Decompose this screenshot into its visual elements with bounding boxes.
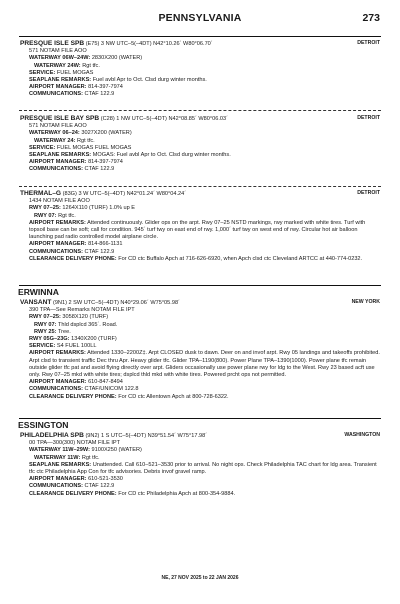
waterway-sub-value: Rgt tfc. <box>82 62 100 69</box>
elevation: 1434 NOTAM FILE AOO <box>29 198 90 205</box>
airport-manager-value: 610-521-3530 <box>88 476 123 483</box>
waterway-label: WATERWAY 06W–24W: <box>29 55 91 62</box>
airport-info: (83G) 3 W UTC–5(–4DT) N42°01.24´ W80°04.24´ <box>62 191 187 197</box>
clearance-delivery-value: For CD ctc Buffalo Apch at 716-626-6920, when Apch clsd ctc Cleveland ARTCC at 440-774-0232. <box>118 255 363 262</box>
airport-entry-presque-isle-spb <box>20 40 380 99</box>
runway-value: 1264X110 (TURF) 1.0% up E <box>62 205 136 212</box>
waterway-sub-value: Rgt tfc. <box>77 137 95 144</box>
communications-label: COMMUNICATIONS: <box>29 386 83 393</box>
seaplane-remarks-label: SEAPLANE REMARKS: <box>29 461 92 468</box>
seaplane-remarks <box>20 462 380 476</box>
waterway-sub-value: Rgt tfc. <box>81 454 100 461</box>
airport-remarks-label: AIRPORT REMARKS: <box>29 219 86 226</box>
clearance-delivery <box>20 491 380 498</box>
runway-value: 3058X120 (TURF) <box>62 314 109 321</box>
service-label: SERVICE: <box>29 69 56 76</box>
airport-entry-vansant <box>20 299 380 401</box>
communications-value: CTAF 122.9 <box>84 248 115 255</box>
airport-manager-label: AIRPORT MANAGER: <box>29 84 87 91</box>
airport-manager-label: AIRPORT MANAGER: <box>29 159 87 166</box>
airport-remarks-value: Attended continuously. Glider ops on the arpt. Rwy 07–25 NSTD markings, rwy marked with white tires. Turf with topsoil base can be soft; call for condition. 945´ turf twy on east end of rwy. 1,000´ turf twy on west end of rwy. Circular hot air balloon launching pad radio controlled model airplane circle. <box>29 219 366 241</box>
communications-label: COMMUNICATIONS: <box>29 91 83 98</box>
chart-name: DETROIT <box>357 115 380 121</box>
airport-remarks-label: AIRPORT REMARKS: <box>29 350 86 357</box>
runway-05-label: RWY 05G–23G: <box>29 336 70 343</box>
airport-remarks <box>20 350 380 379</box>
airport-name: THERMAL–G <box>20 190 62 197</box>
waterway-label: WATERWAY 06–24: <box>29 130 80 137</box>
airport-entry-thermal-g <box>20 190 380 263</box>
runway-sub-label: RWY 07: <box>34 212 57 219</box>
header-rule <box>19 36 381 37</box>
runway-25-label: RWY 25: <box>34 328 57 335</box>
communications-value: CTAF 122.9 <box>84 91 115 98</box>
airport-manager-value: 814-397-7974 <box>88 159 123 166</box>
chart-name: DETROIT <box>357 190 380 196</box>
runway-07-value: Thld dsplcd 365´. Road. <box>57 321 118 328</box>
entry-divider <box>19 186 381 187</box>
airport-manager-value: 814-866-1131 <box>88 241 123 248</box>
airport-manager-value: 814-397-7974 <box>88 84 123 91</box>
clearance-delivery-label: CLEARANCE DELIVERY PHONE: <box>29 255 117 262</box>
runway-05-value: 1340X200 (TURF) <box>71 336 117 343</box>
airport-info: (E75) 3 NW UTC–5(–4DT) N42°10.26´ W80°06.70´ <box>85 41 213 47</box>
waterway-value: 9100X250 (WATER) <box>91 447 142 454</box>
service-label: SERVICE: <box>29 343 56 350</box>
waterway-value: 3027X200 (WATER) <box>81 130 132 137</box>
communications-value: CTAF 122.9 <box>84 483 115 490</box>
communications-label: COMMUNICATIONS: <box>29 166 83 173</box>
seaplane-remarks-label: SEAPLANE REMARKS: <box>29 77 92 84</box>
chart-name: DETROIT <box>357 40 380 46</box>
clearance-delivery-label: CLEARANCE DELIVERY PHONE: <box>29 393 117 400</box>
airport-remarks <box>20 220 380 242</box>
runway-label: RWY 07–25: <box>29 205 61 212</box>
airport-manager-value: 610-847-8494 <box>88 379 123 386</box>
clearance-delivery-value: For CD ctc Allentown Apch at 800-728-6322. <box>118 393 229 400</box>
seaplane-remarks-label: SEAPLANE REMARKS: <box>29 152 92 159</box>
elevation: 390 TPA—See Remarks NOTAM FILE IPT <box>29 307 135 314</box>
elevation: 571 NOTAM FILE AOO <box>29 123 87 130</box>
city-heading-essington: ESSINGTON <box>18 420 69 430</box>
communications-label: COMMUNICATIONS: <box>29 483 83 490</box>
service-value: FUEL MOGAS FUEL MOGAS <box>56 144 132 151</box>
communications-label: COMMUNICATIONS: <box>29 248 83 255</box>
airport-manager-label: AIRPORT MANAGER: <box>29 476 87 483</box>
service-value: FUEL MOGAS <box>56 69 94 76</box>
airport-name: PRESQUE ISLE BAY SPB <box>20 115 100 122</box>
airport-entry-philadelphia-spb <box>20 432 380 498</box>
seaplane-remarks-value: Unattended. Call 610–521–3530 prior to arrival. No night ops. Check Philadelphia TAC chart for ldg area. Transient tfc ctc Philadelphia App Con for tfc advisories. Debris invof gravel ramp. <box>29 461 377 476</box>
waterway-sub-label: WATERWAY 11W: <box>34 454 81 461</box>
clearance-delivery <box>20 256 380 263</box>
runway-label: RWY 07–25: <box>29 314 61 321</box>
airport-name: PRESQUE ISLE SPB <box>20 40 85 47</box>
clearance-delivery-label: CLEARANCE DELIVERY PHONE: <box>29 490 117 497</box>
airport-info: (9N1) 2 SW UTC–5(–4DT) N40°29.06´ W75°05.98´ <box>52 300 180 306</box>
seaplane-remarks-value: MOGAS: Fuel avbl Apr to Oct. Clsd durg winter months. <box>92 152 231 159</box>
chart-name: WASHINGTON <box>344 432 380 438</box>
runway-25-value: Tree. <box>57 328 71 335</box>
elevation: 571 NOTAM FILE AOO <box>29 48 87 55</box>
airport-name: PHILADELPHIA SPB <box>20 432 84 439</box>
city-heading-erwinna: ERWINNA <box>18 287 59 297</box>
airport-name: VANSANT <box>20 299 52 306</box>
airport-remarks-value: Attended 1330–2200Z‡. Arpt CLOSED dusk to dawn. Deer on and invof arpt. Rwy 05 landings and takeoffs prohibited. Arpt clsd to transient traffic Dec thru Apr. Heavy glider tfc. Glider TPA–1190(800). Power Plane TPA–1390(1000). Power plane tfc remain outside glider tfc pat and avoid flying directly over arpt. Gliders occasionally use power plane rwy for ldg to the West. Rwy 23 based acft use only. Rwy 07–25 mkd with white tires; dsplcd thld mkd with white tires. Powered prcht ops not permitted. <box>29 350 380 379</box>
state-title: PENNSYLVANIA <box>158 12 242 24</box>
runway-07-label: RWY 07: <box>34 321 57 328</box>
page-footer: NE, 27 NOV 2025 to 22 JAN 2026 <box>161 575 239 581</box>
elevation: 00 TPA—300(300) NOTAM FILE IPT <box>29 440 121 447</box>
waterway-sub-label: WATERWAY 24W: <box>34 62 81 69</box>
waterway-value: 2830X200 (WATER) <box>91 55 143 62</box>
waterway-label: WATERWAY 11W–29W: <box>29 447 90 454</box>
airport-entry-presque-isle-bay-spb <box>20 115 380 174</box>
waterway-sub-label: WATERWAY 24: <box>34 137 76 144</box>
page-header <box>0 12 400 28</box>
airport-info: (9N2) 1 S UTC–5(–4DT) N39°51.54´ W75°17.98´ <box>85 433 208 439</box>
airport-manager-label: AIRPORT MANAGER: <box>29 379 87 386</box>
page-number: 273 <box>362 12 380 24</box>
clearance-delivery <box>20 394 380 401</box>
service-value: S4 FUEL 100LL <box>56 343 97 350</box>
communications-value: CTAF/UNICOM 122.8 <box>84 386 139 393</box>
section-rule <box>19 285 381 286</box>
chart-name: NEW YORK <box>351 299 380 305</box>
clearance-delivery-value: For CD ctc Philadelphia Apch at 800-354-9884. <box>118 490 236 497</box>
airport-info: (C28) 1 NW UTC–5(–4DT) N42°08.85´ W80°06.03´ <box>100 116 228 122</box>
airport-manager-label: AIRPORT MANAGER: <box>29 241 87 248</box>
section-rule <box>19 418 381 419</box>
entry-divider <box>19 110 381 111</box>
runway-sub-value: Rgt tfc. <box>58 212 76 219</box>
seaplane-remarks-value: Fuel avbl Apr to Oct. Clsd durg winter months. <box>92 77 207 84</box>
service-label: SERVICE: <box>29 144 56 151</box>
communications-value: CTAF 122.9 <box>84 166 115 173</box>
